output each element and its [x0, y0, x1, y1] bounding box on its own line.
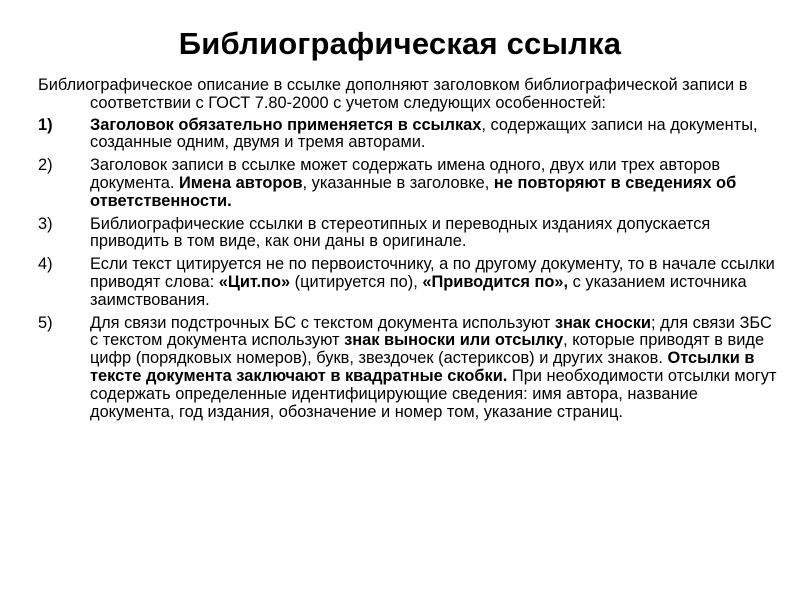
list-item-number: 4): [38, 255, 53, 274]
bold-text-segment: «Приводится по»,: [422, 272, 569, 291]
list-item-number: 3): [38, 214, 53, 233]
list-item: [38, 256, 778, 309]
list-item-text: [90, 215, 710, 251]
text-segment: Библиографические ссылки в стереотипных и переводных изданиях допускается приводить в том виде, как они даны в оригинале.: [90, 214, 711, 251]
slide-title: Библиографическая ссылка: [178, 26, 622, 61]
list-item: [38, 117, 778, 153]
list-item-number: 2): [38, 156, 53, 175]
list-item-text: [90, 255, 775, 309]
list-item-text: [90, 116, 758, 152]
text-segment: с указанием источника заимствования.: [90, 272, 747, 309]
list-item-number: 5): [38, 313, 53, 332]
list-item: [38, 315, 778, 422]
bold-text-segment: Имена авторов: [179, 173, 303, 192]
text-segment: Заголовок записи в ссылке может содержать имена одного, двух или трех авторов документа.: [90, 156, 721, 192]
text-segment: , содержащих записи на документы, созданные одним, двумя и тремя авторами.: [90, 115, 758, 152]
bold-text-segment: не повторяют в сведениях об ответственности.: [90, 173, 737, 210]
text-segment: Для связи подстрочных БС с текстом документа используют: [90, 313, 555, 332]
text-segment: , которые приводят в виде цифр (порядковых номеров), букв, звездочек (астериксов) и других знаков.: [90, 331, 765, 368]
text-segment: (цитируется по),: [290, 272, 423, 291]
list-item: [38, 216, 778, 252]
list-item: [38, 157, 778, 210]
list-item-text: [90, 156, 736, 210]
bold-text-segment: Отсылки в тексте документа заключают в квадратные скобки.: [90, 349, 755, 385]
intro-paragraph: Библиографическое описание в ссылке дополняют заголовком библиографической записи в соответствии с ГОСТ 7.80-2000 с учетом следующих особенностей:: [38, 76, 748, 112]
bold-text-segment: знак сноски: [554, 313, 651, 332]
bold-text-segment: знак выноски или отсылку: [344, 331, 564, 350]
text-segment: При необходимости отсылки могут содержать определенные идентифицирующие сведения: имя автора, название документа, год издания, обозначение и номер том, указание страниц.: [90, 366, 777, 421]
text-segment: Если текст цитируется не по первоисточнику, а по другому документу, то в начале ссылки приводят слова:: [90, 255, 775, 291]
text-segment: , указанные в заголовке,: [302, 173, 494, 192]
bold-text-segment: Заголовок обязательно применяется в ссылках: [90, 115, 482, 134]
list-item-text: [90, 314, 777, 421]
bold-text-segment: «Цит.по»: [218, 272, 291, 291]
list-item-number: 1): [38, 115, 53, 134]
numbered-list: [38, 117, 778, 422]
text-segment: ; для связи ЗБС с текстом документа используют: [90, 313, 772, 350]
slide-content: [38, 77, 778, 426]
